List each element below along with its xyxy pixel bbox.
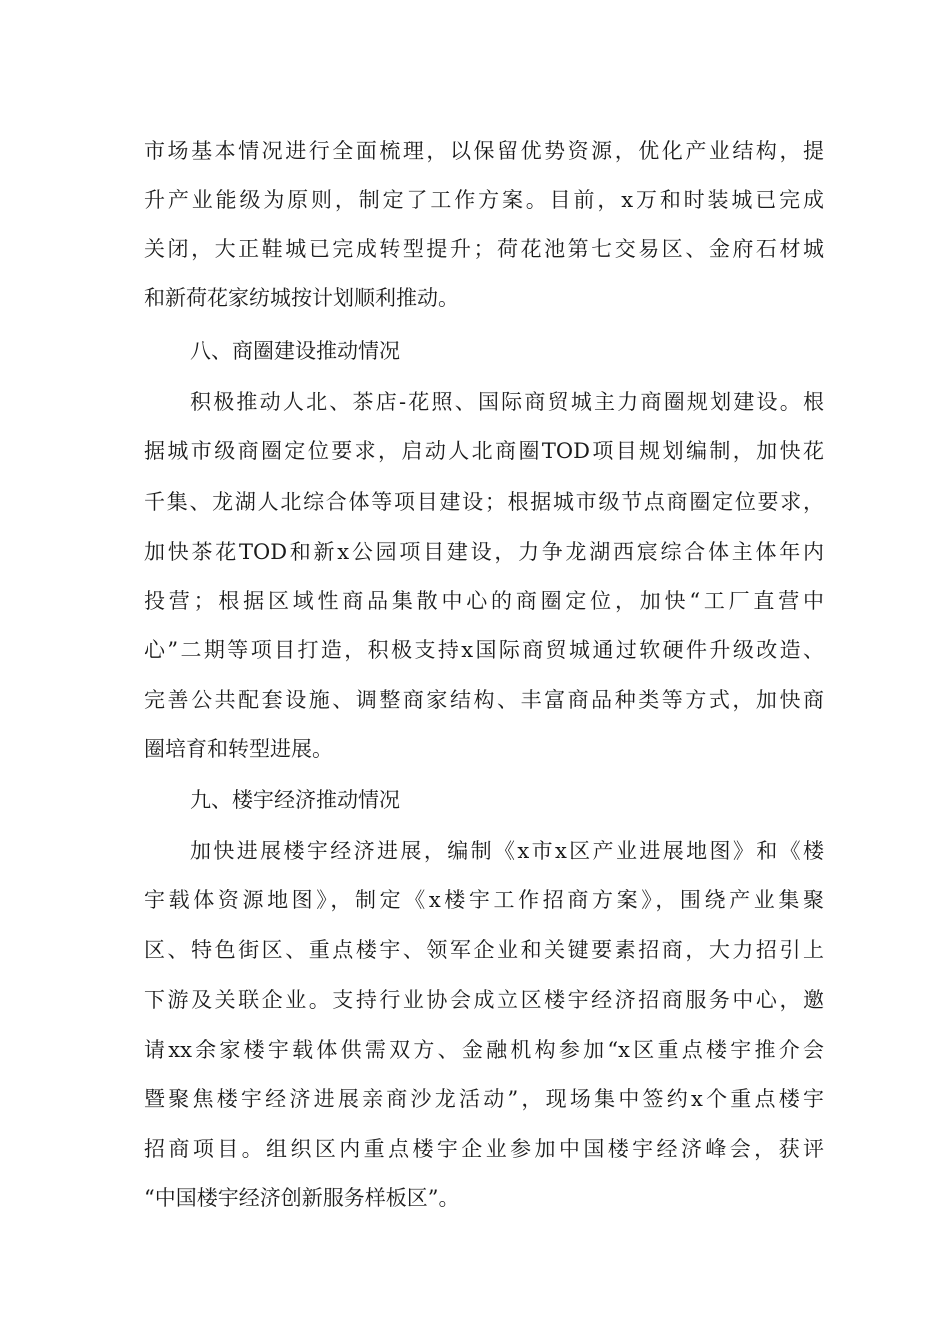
paragraph-line: “中国楼宇经济创新服务样板区”。 (144, 1186, 460, 1210)
paragraph-line: 圈培育和转型进展。 (144, 737, 333, 761)
paragraph-line: 下游及关联企业。支持行业协会成立区楼宇经济招商服务中心，邀 (144, 988, 824, 1012)
paragraph-line: 加快茶花TOD和新x公园项目建设，力争龙湖西宸综合体主体年内 (144, 540, 824, 564)
paragraph-line: 心”二期等项目打造，积极支持x国际商贸城通过软硬件升级改造、 (144, 638, 824, 662)
paragraph-line: 升产业能级为原则，制定了工作方案。目前，x万和时装城已完成 (144, 188, 824, 212)
paragraph-line: 区、特色街区、重点楼宇、领军企业和关键要素招商，大力招引上 (144, 938, 824, 962)
paragraph-line: 投营；根据区域性商品集散中心的商圈定位，加快“工厂直营中 (144, 589, 824, 613)
paragraph-line: 完善公共配套设施、调整商家结构、丰富商品种类等方式，加快商 (144, 688, 824, 712)
paragraph-line: 和新荷花家纺城按计划顺利推动。 (144, 286, 459, 310)
section-heading: 九、楼宇经济推动情况 (190, 788, 400, 812)
paragraph-line: 请xx余家楼宇载体供需双方、金融机构参加“x区重点楼宇推介会 (144, 1038, 824, 1062)
paragraph-line: 招商项目。组织区内重点楼宇企业参加中国楼宇经济峰会，获评 (144, 1137, 824, 1161)
paragraph-line: 暨聚焦楼宇经济进展亲商沙龙活动”，现场集中签约x个重点楼宇 (144, 1087, 824, 1111)
paragraph-line: 千集、龙湖人北综合体等项目建设；根据城市级节点商圈定位要求， (144, 490, 824, 514)
paragraph-line: 市场基本情况进行全面梳理，以保留优势资源，优化产业结构，提 (144, 139, 824, 163)
paragraph-line: 加快进展楼宇经济进展，编制《x市x区产业进展地图》和《楼 (190, 839, 824, 863)
paragraph-line: 关闭，大正鞋城已完成转型提升；荷花池第七交易区、金府石材城 (144, 237, 824, 261)
paragraph-line: 积极推动人北、茶店-花照、国际商贸城主力商圈规划建设。根 (190, 390, 824, 414)
paragraph-line: 据城市级商圈定位要求，启动人北商圈TOD项目规划编制，加快花 (144, 439, 824, 463)
paragraph-line: 宇载体资源地图》，制定《x楼宇工作招商方案》，围绕产业集聚 (144, 888, 824, 912)
section-heading: 八、商圈建设推动情况 (190, 339, 400, 363)
